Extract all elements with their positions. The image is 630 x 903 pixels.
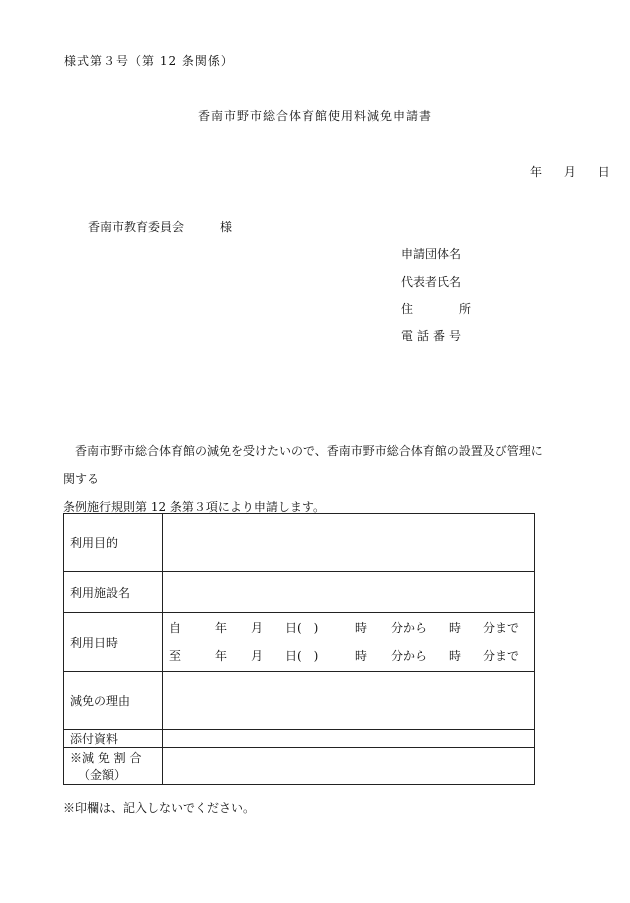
to-minute: 分から [391, 649, 428, 663]
footer-note: ※印欄は、記入しないでください。 [63, 801, 256, 815]
applicant-address-label [401, 300, 471, 317]
facility-label: 利用施設名 [64, 572, 163, 613]
to-marker: 至 [169, 649, 182, 663]
phone-label-char: 号 [449, 329, 462, 343]
application-form-table [63, 513, 535, 785]
reason-label: 減免の理由 [64, 672, 163, 730]
reduction-ratio-label-line-1: ※減 免 割 合 [70, 751, 142, 765]
phone-label-char: 番 [433, 329, 446, 343]
datetime-from-line [169, 614, 528, 642]
from-year: 年 [215, 621, 228, 635]
from-day: 日( ) [285, 621, 319, 635]
application-statement [63, 437, 543, 521]
until-hour: 時 [449, 621, 462, 635]
datetime-field[interactable] [163, 613, 535, 672]
phone-label-char: 電 [401, 329, 414, 343]
facility-field[interactable] [163, 572, 535, 613]
date-day: 日 [597, 165, 610, 179]
statement-line-1: 香南市野市総合体育館の減免を受けたいので、香南市野市総合体育館の設置及び管理に関する [63, 444, 543, 486]
to-until-hour: 時 [449, 649, 462, 663]
from-marker: 自 [169, 621, 182, 635]
addressee-name: 香南市教育委員会 [88, 220, 185, 234]
document-title: 香南市野市総合体育館使用料減免申請書 [197, 109, 432, 123]
reduction-ratio-label [64, 748, 163, 785]
to-year: 年 [215, 649, 228, 663]
phone-label-char: 話 [417, 329, 430, 343]
applicant-phone-label [401, 327, 465, 344]
datetime-label: 利用日時 [64, 613, 163, 672]
to-month: 月 [251, 649, 264, 663]
address-label-char-2: 所 [459, 302, 472, 316]
from-minute: 分から [391, 621, 428, 635]
addressee [88, 218, 232, 235]
date-year: 年 [530, 165, 543, 179]
applicant-org-name-label: 申請団体名 [401, 247, 462, 261]
addressee-honorific: 様 [220, 220, 233, 234]
from-month: 月 [251, 621, 264, 635]
datetime-to-line [169, 642, 528, 670]
attachments-field[interactable] [163, 730, 535, 748]
until-minute: 分まで [483, 621, 520, 635]
applicant-rep-name-label: 代表者氏名 [401, 275, 462, 289]
form-number: 様式第３号（第 12 条関係） [64, 54, 234, 68]
purpose-field[interactable] [163, 514, 535, 572]
to-until-minute: 分まで [483, 649, 520, 663]
reason-field[interactable] [163, 672, 535, 730]
attachments-label: 添付資料 [64, 730, 163, 748]
date-line [530, 163, 610, 180]
to-hour: 時 [355, 649, 368, 663]
address-label-char-1: 住 [401, 302, 414, 316]
statement-line-2: 条例施行規則第 12 条第３項により申請します。 [63, 500, 325, 514]
from-hour: 時 [355, 621, 368, 635]
to-day: 日( ) [285, 649, 319, 663]
purpose-label: 利用目的 [64, 514, 163, 572]
reduction-ratio-field [163, 748, 535, 785]
reduction-ratio-label-line-2: （金額） [78, 768, 127, 782]
date-month: 月 [563, 165, 576, 179]
